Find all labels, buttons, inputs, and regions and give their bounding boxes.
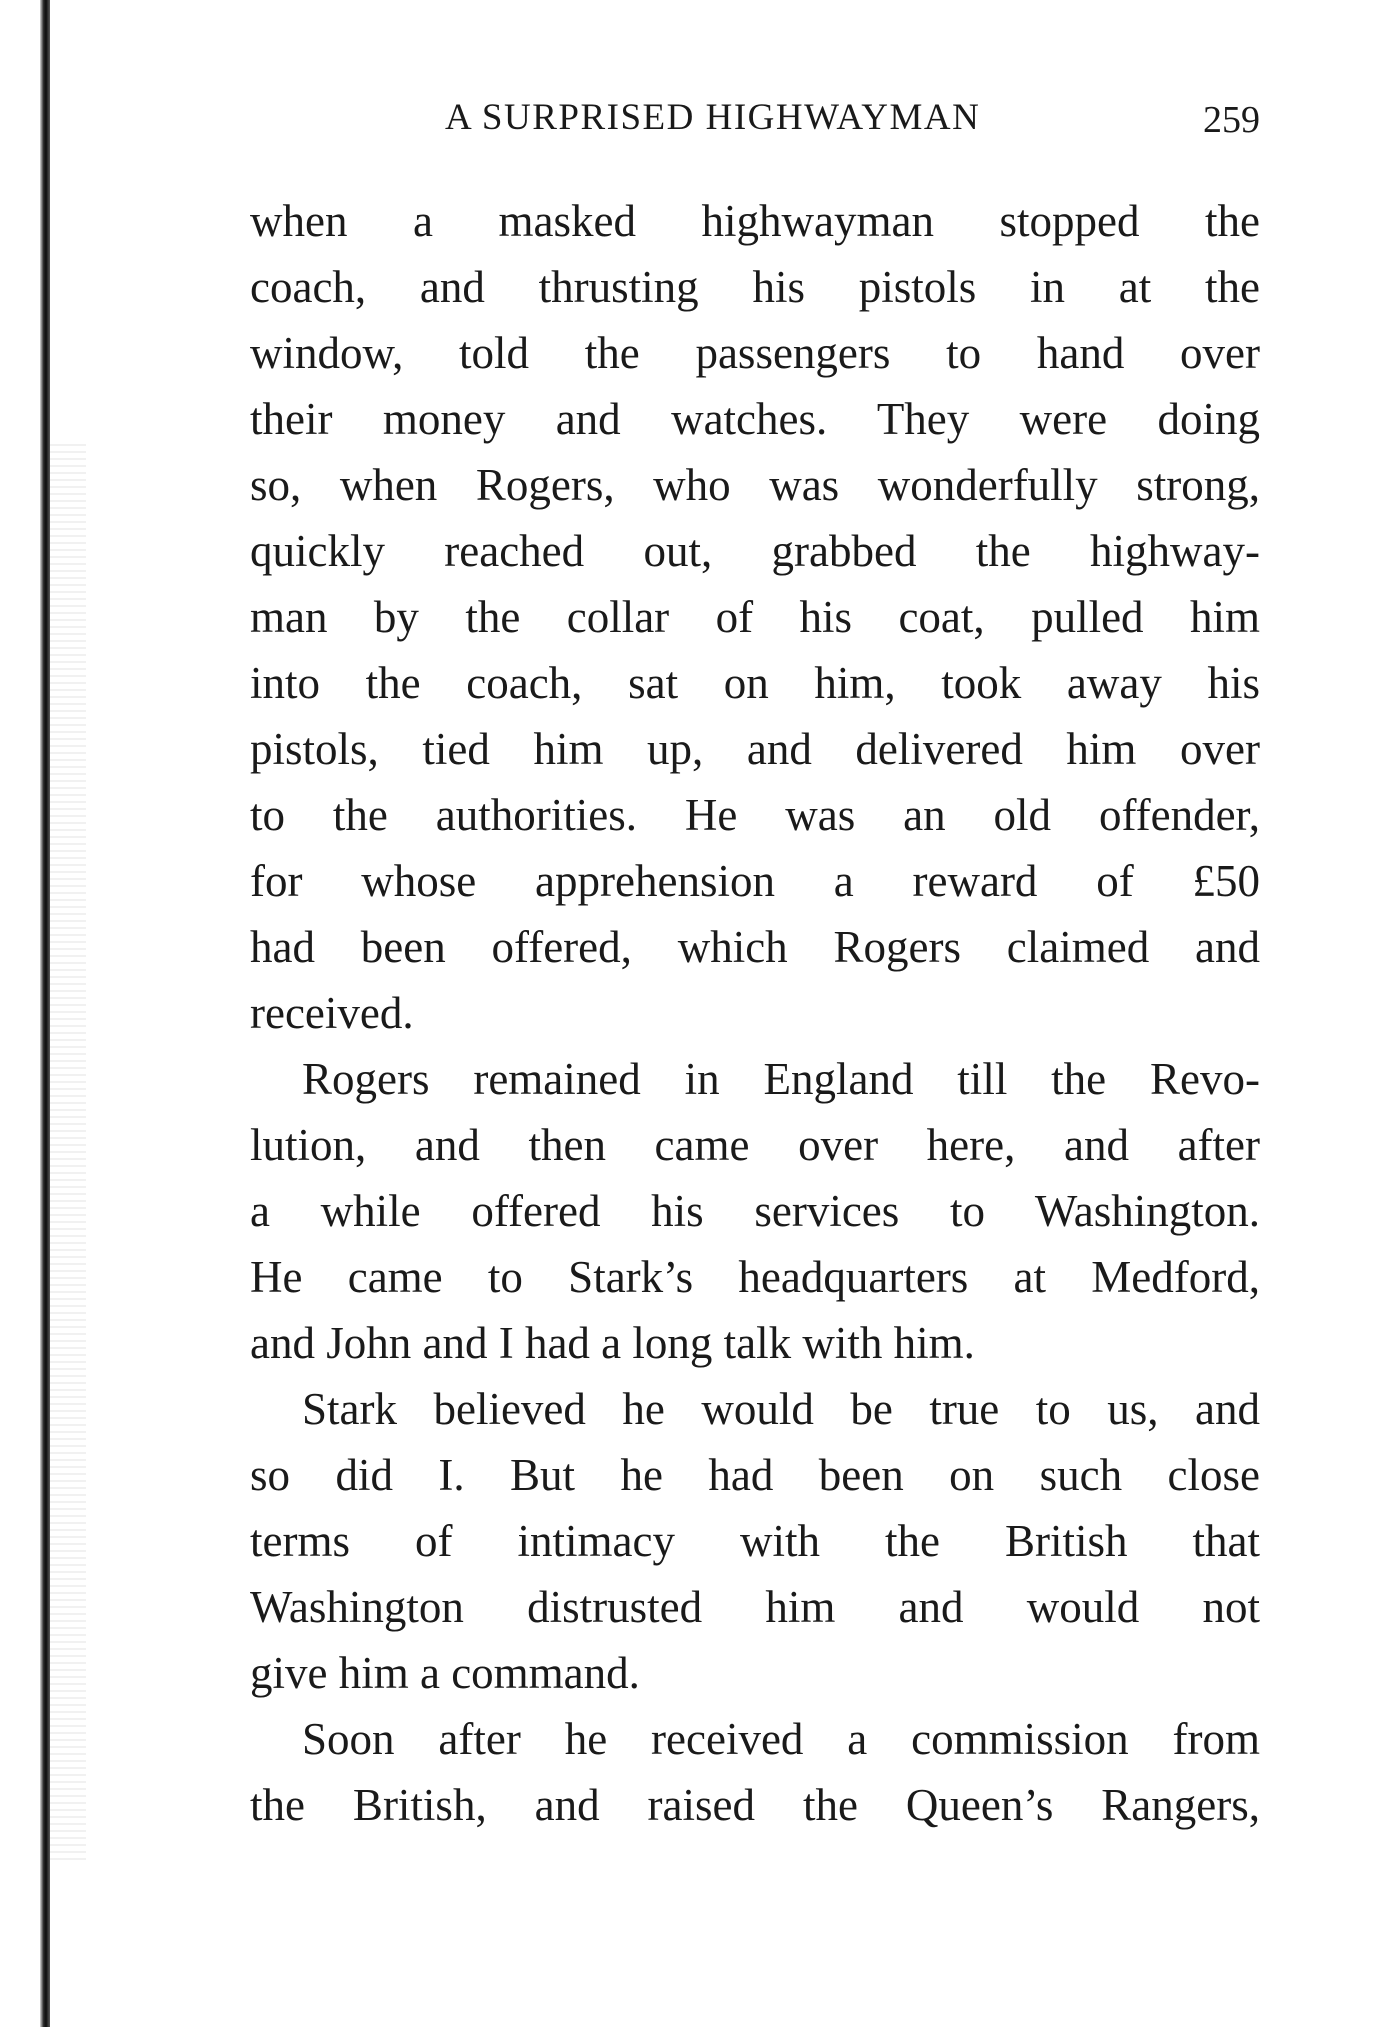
text-line: man by the collar of his coat, pulled him — [250, 592, 1260, 642]
text-line: received. — [250, 988, 414, 1038]
text-line: coach, and thrusting his pistols in at the — [250, 262, 1260, 312]
running-title: A SURPRISED HIGHWAYMAN — [445, 97, 981, 138]
text-line: had been offered, which Rogers claimed and — [250, 922, 1260, 972]
text-line: a while offered his services to Washington. — [250, 1186, 1260, 1236]
text-line: give him a command. — [250, 1648, 640, 1698]
text-line: Stark believed he would be true to us, and — [302, 1384, 1260, 1434]
text-line: lution, and then came over here, and after — [250, 1120, 1260, 1170]
text-line: Washington distrusted him and would not — [250, 1582, 1260, 1632]
text-line: into the coach, sat on him, took away his — [250, 658, 1260, 708]
text-line: He came to Stark’s headquarters at Medford, — [250, 1252, 1260, 1302]
book-gutter-shadow — [40, 0, 50, 2027]
text-line: pistols, tied him up, and delivered him over — [250, 724, 1260, 774]
text-line: window, told the passengers to hand over — [250, 328, 1260, 378]
text-line: to the authorities. He was an old offender, — [250, 790, 1260, 840]
text-line: the British, and raised the Queen’s Rangers, — [250, 1780, 1260, 1830]
text-line: when a masked highwayman stopped the — [250, 196, 1260, 246]
text-line: their money and watches. They were doing — [250, 394, 1260, 444]
page-number: 259 — [1203, 99, 1260, 141]
text-line: for whose apprehension a reward of £50 — [250, 856, 1260, 906]
text-line: Rogers remained in England till the Revo- — [302, 1054, 1260, 1104]
text-line: so did I. But he had been on such close — [250, 1450, 1260, 1500]
running-head — [250, 96, 1260, 156]
text-line: Soon after he received a commission from — [302, 1714, 1260, 1764]
body-text — [250, 188, 1260, 1838]
text-line: and John and I had a long talk with him. — [250, 1318, 975, 1368]
text-line: terms of intimacy with the British that — [250, 1516, 1260, 1566]
gutter-scan-speckle — [50, 440, 86, 1860]
text-line: quickly reached out, grabbed the highway- — [250, 526, 1260, 576]
text-line: so, when Rogers, who was wonderfully strong, — [250, 460, 1260, 510]
